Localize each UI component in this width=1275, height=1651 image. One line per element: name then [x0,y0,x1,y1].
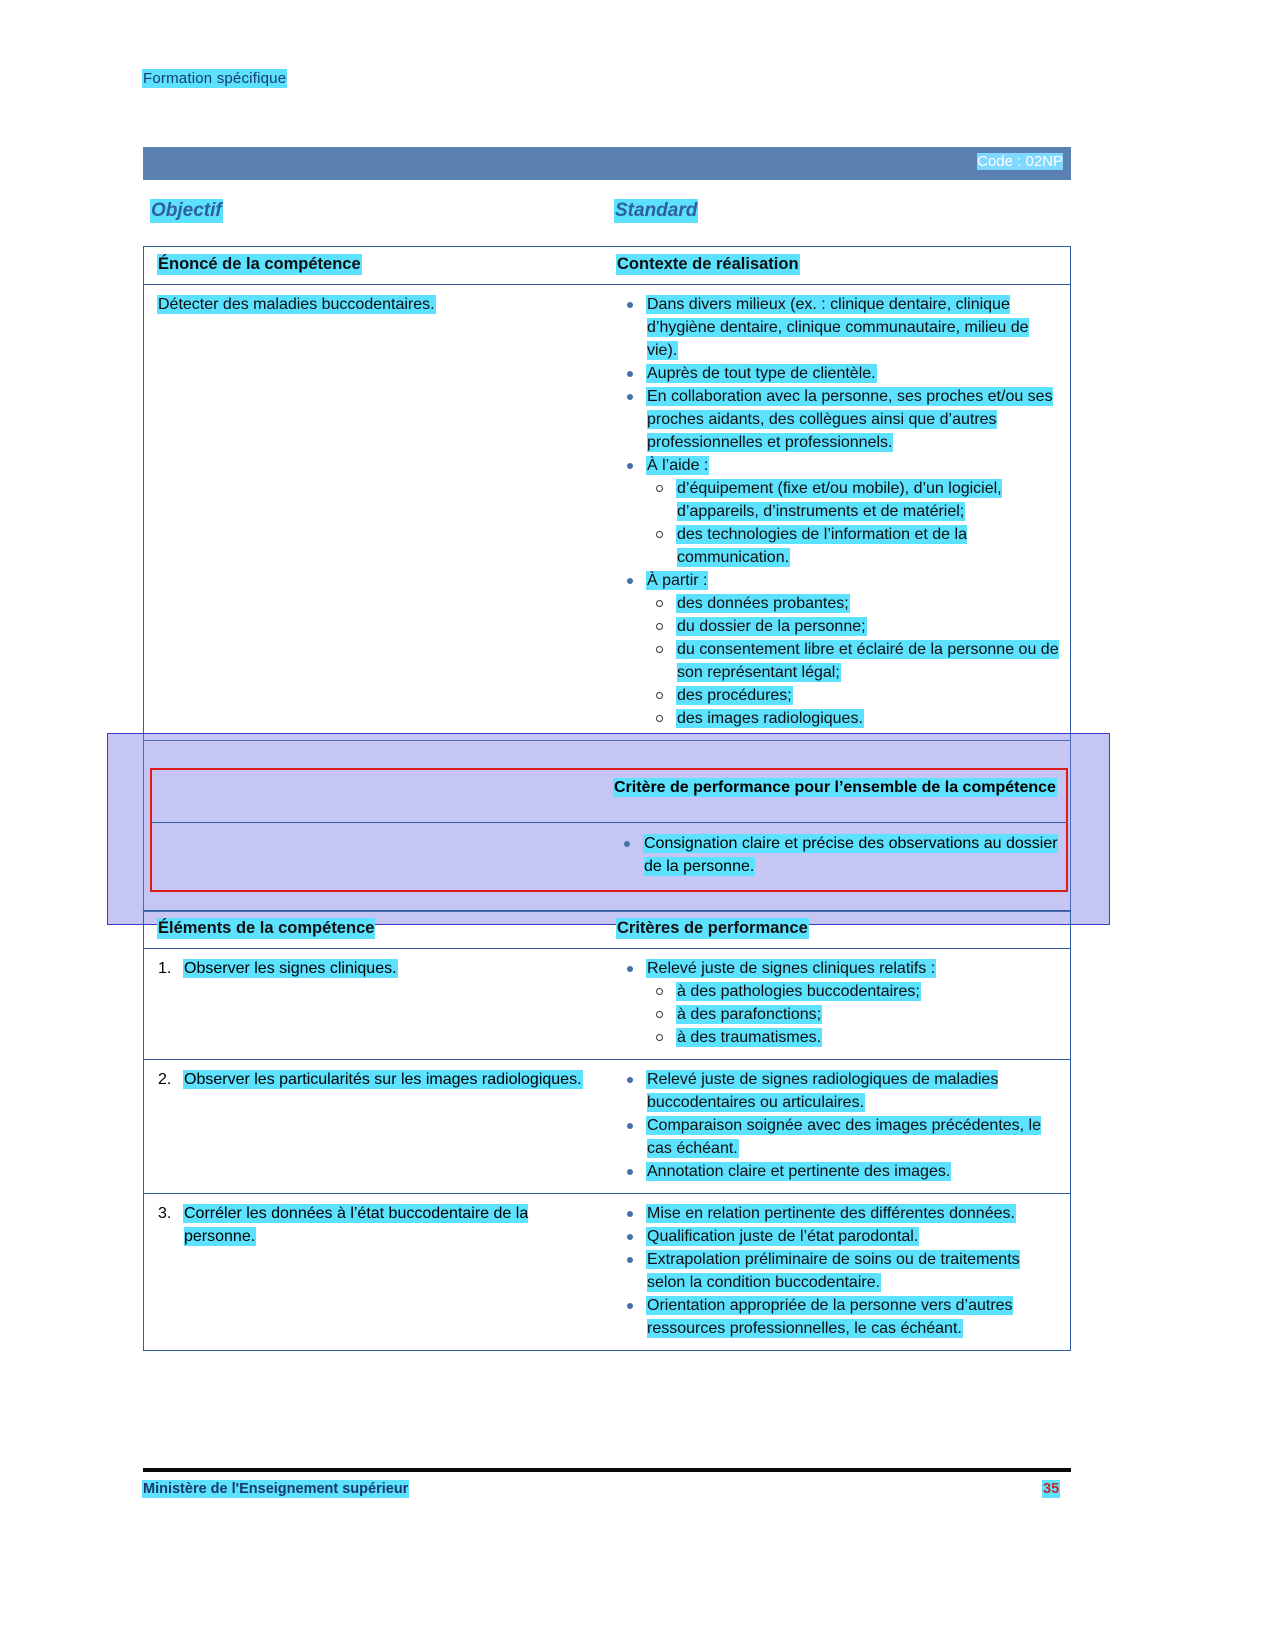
list-item [617,362,1060,385]
contexte-subitem-text: des technologies de l’information et de la communication. [677,526,967,566]
list-item [617,1068,1060,1114]
list-item [617,1114,1060,1160]
contexte-item-text: Dans divers milieux (ex. : clinique dentaire, clinique d’hygiène dentaire, clinique communautaire, milieu de vie). [647,296,1029,359]
criteria-sublist [647,980,1060,1049]
contexte-subitem-text: du dossier de la personne; [677,618,866,635]
elements-header: Éléments de la compétence [158,919,375,937]
criteria-cell [611,1194,1070,1350]
list-item [617,569,1060,730]
criteria-text: Mise en relation pertinente des différentes données. [647,1205,1015,1222]
element-number: 3. [158,1205,172,1222]
list-item [617,293,1060,362]
global-criterion-text: Consignation claire et précise des observations au dossier de la personne. [644,835,1058,875]
objectif-standard-row [143,200,1071,228]
element-item [158,1202,601,1248]
contexte-item-text: Auprès de tout type de clientèle. [647,365,876,382]
criteria-text: Comparaison soignée avec des images précédentes, le cas échéant. [647,1117,1042,1157]
criteria-cell [611,1060,1070,1193]
element-number: 1. [158,960,172,977]
footer-divider [143,1468,1071,1472]
element-item [158,1068,601,1091]
table2-header-left-cell [144,911,611,948]
list-item [647,592,1060,615]
list-item [617,1160,1060,1183]
list-item [647,707,1060,730]
list-item [617,957,1060,1049]
criteria-list [617,957,1060,1049]
table-row [144,1194,1070,1350]
criteria-subtext: à des pathologies buccodentaires; [677,983,920,1000]
list-item [617,1225,1060,1248]
contexte-item-text: À l’aide : [647,457,709,474]
list-item [617,1202,1060,1225]
criteria-text: Relevé juste de signes cliniques relatifs : [647,960,936,977]
criterion-highlight-box [150,768,1068,892]
list-item [614,832,1060,878]
contexte-subitem-text: des procédures; [677,687,792,704]
code-label: Code : 02NP [977,153,1063,170]
objectif-title: Objectif [151,200,222,221]
element-text: Observer les signes cliniques. [184,960,397,977]
contexte-subitem-text: d’équipement (fixe et/ou mobile), d’un logiciel, d’appareils, d’instruments et de matériel; [677,480,1002,520]
element-cell [144,1194,611,1350]
footer-ministry-wrap [143,1481,408,1497]
contexte-item-text: À partir : [647,572,708,589]
table-row [144,1060,1070,1194]
list-item [647,1026,1060,1049]
criteria-text: Orientation appropriée de la personne vers d’autres ressources professionnelles, le cas échéant. [647,1297,1013,1337]
enonce-header: Énoncé de la compétence [158,255,361,273]
enonce-text: Détecter des maladies buccodentaires. [158,296,435,313]
list-item [647,615,1060,638]
contexte-subitem-text: des images radiologiques. [677,710,863,727]
element-cell [144,949,611,1059]
code-banner [143,147,1071,180]
criteria-text: Relevé juste de signes radiologiques de maladies buccodentaires ou articulaires. [647,1071,999,1111]
footer-page-wrap [1043,1481,1059,1497]
element-item [158,957,601,980]
contexte-cell [611,285,1070,740]
standard-title: Standard [615,200,698,221]
contexte-subitem-text: du consentement libre et éclairé de la personne ou de son représentant légal; [677,641,1059,681]
table-row [144,949,1070,1060]
table1-header-row [144,247,1070,285]
contexte-sublist [647,592,1060,730]
element-text: Corréler les données à l’état buccodentaire de la personne. [184,1205,529,1245]
global-criterion-list-cell [614,832,1060,878]
list-item [647,523,1060,569]
table1-body-row [144,285,1070,741]
table2-header-row [144,911,1070,949]
criteria-list [617,1068,1060,1183]
list-item [617,385,1060,454]
element-number: 2. [158,1071,172,1088]
criteria-text: Annotation claire et pertinente des images. [647,1163,951,1180]
criteria-cell [611,949,1070,1059]
criteria-subtext: à des traumatismes. [677,1029,822,1046]
footer-ministry: Ministère de l'Enseignement supérieur [143,1481,409,1497]
element-cell [144,1060,611,1193]
global-criterion-title: Critère de performance pour l’ensemble de la compétence [614,779,1056,796]
list-item [617,454,1060,569]
list-item [647,1003,1060,1026]
header-note [143,70,286,87]
contexte-subitem-text: des données probantes; [677,595,849,612]
criteria-list [617,1202,1060,1340]
criterion-divider [152,822,1066,823]
table2-header-right-cell [611,911,1070,948]
criteria-subtext: à des parafonctions; [677,1006,822,1023]
list-item [617,1294,1060,1340]
table1-header-right-cell [611,247,1070,284]
criteres-header: Critères de performance [617,919,808,937]
criteria-text: Extrapolation préliminaire de soins ou de traitements selon la condition buccodentaire. [647,1251,1020,1291]
contexte-header: Contexte de réalisation [617,255,799,273]
global-criterion-list [614,832,1060,878]
list-item [617,1248,1060,1294]
elements-criteria-table [143,910,1071,1351]
contexte-list [617,293,1060,730]
element-text: Observer les particularités sur les images radiologiques. [184,1071,582,1088]
criteria-text: Qualification juste de l’état parodontal. [647,1228,919,1245]
enonce-cell [144,285,611,740]
contexte-sublist [647,477,1060,569]
contexte-item-text: En collaboration avec la personne, ses proches et/ou ses proches aidants, des collègues ainsi que d’autres professionnelles et professionnels. [647,388,1053,451]
list-item [647,980,1060,1003]
list-item [647,684,1060,707]
global-criterion-title-cell [614,776,1060,799]
footer-page-number: 35 [1043,1481,1060,1497]
list-item [647,638,1060,684]
header-note-text: Formation spécifique [143,70,287,87]
table1-header-left-cell [144,247,611,284]
list-item [647,477,1060,523]
